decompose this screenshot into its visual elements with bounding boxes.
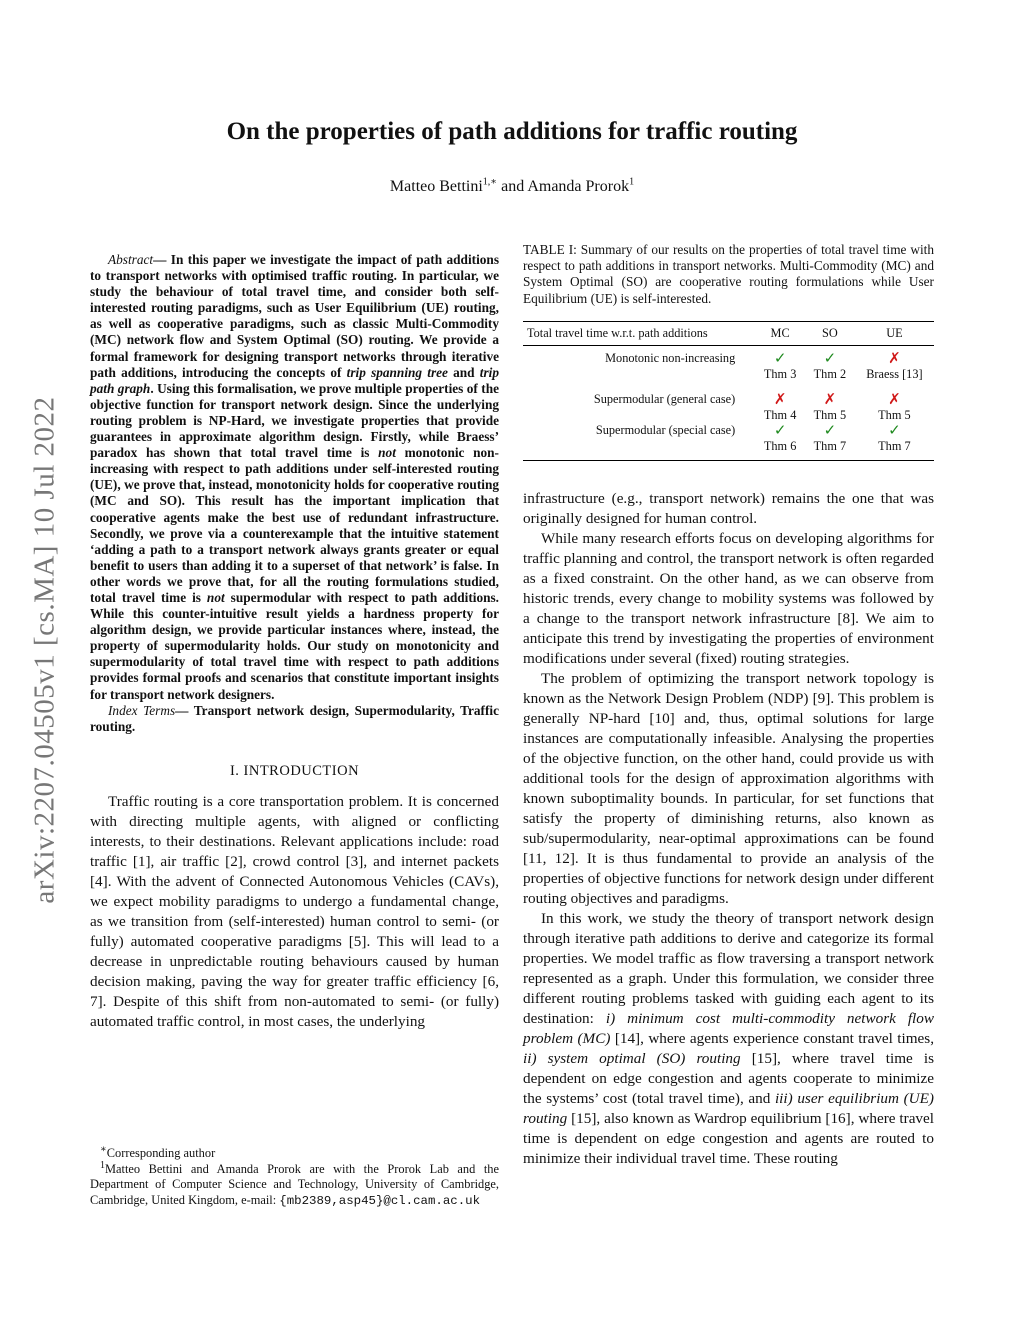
- abstract-text-5: supermodular with respect to path additions. While this counter-intuitive result yields a hardness property for algorithm design, we provide particular instances where, instead, the property of supermodularity holds. Our study on monotonicity and supermodularity of total travel time with respect to path additions provides formal proofs and scenarios that constitute important insights for transport network designers.: [90, 589, 499, 702]
- cell-ref: Thm 5: [813, 407, 847, 422]
- row-label-supermodular-special: Supermodular (special case): [523, 423, 755, 461]
- abstract: [90, 252, 499, 703]
- check-icon: ✓: [773, 350, 787, 367]
- p4-text-d: [15], also known as Wardrop equilibrium [16], where travel time is dependent on edge congestion and agents are routed to minimize their individual travel time. These routing: [523, 1110, 934, 1167]
- table-caption: TABLE I: Summary of our results on the properties of total travel time with respect to path additions in transport networks. Multi-Commodity (MC) and System Optimal (SO) are cooperative routing formulations while User Equilibrium (UE) is self-interested.: [523, 242, 934, 306]
- table-header-row: [523, 321, 934, 345]
- right-paragraph-2: While many research efforts focus on developing algorithms for traffic planning and control, the transport network is often regarded as a fixed constraint. On the other hand, as we can observe from historic trends, every change to mobility systems was followed by a change to the transport network infrastructure [8]. We aim to anticipate this trend by investigating the properties of environment modifications under several (fixed) routing strategies.: [523, 530, 934, 667]
- table-row-supermodular-general: [523, 382, 934, 423]
- author-line: [0, 178, 1024, 196]
- table-header-mc: MC: [755, 321, 805, 345]
- footnote-corr-text: Corresponding author: [106, 1146, 216, 1160]
- p4-text-a: In this work, we study the theory of transport network design through iterative path additions to derive and categorize its formal properties. We model traffic as flow traversing a transport network represented as a graph. Under this formulation, we consider three different routing problems tasked with guiding each agent to its destination:: [523, 910, 934, 1027]
- right-column: [523, 242, 934, 461]
- arxiv-identifier: [28, 350, 62, 950]
- section-heading-introduction: I. INTRODUCTION: [229, 762, 360, 779]
- cell-ref: Thm 6: [763, 438, 797, 453]
- table-row-supermodular-special: [523, 423, 934, 461]
- right-column-body: [523, 489, 934, 1169]
- p4-text-c: [15], where travel time is dependent on edge congestion and agents cooperate to minimize the systems’ cost (total travel time), and: [523, 1050, 934, 1107]
- cell-ref: Thm 3: [763, 366, 797, 381]
- row-label-supermodular-general: Supermodular (general case): [593, 391, 736, 406]
- index-terms-dash: —: [175, 702, 194, 718]
- cell-ref: Thm 5: [878, 407, 911, 422]
- abstract-text-3: . Using this formalisation, we prove multiple properties of the objective function for transport network design. Since the underlying routing problem is NP-Hard, we investigate properties that provide guarantees in approximate algorithm design. Firstly, while Braess’ paradox has shown that total travel time is: [90, 380, 499, 461]
- abstract-dash: —: [153, 252, 171, 267]
- footnotes: [90, 1143, 499, 1209]
- p4-text-b: [14], where agents experience constant travel times,: [610, 1030, 935, 1047]
- cell-general-so: [805, 382, 855, 423]
- p4-em-mc: i) minimum cost multi-commodity network flow problem (MC): [523, 1010, 934, 1047]
- cross-icon: ✗: [773, 391, 787, 408]
- cell-ref: Thm 4: [763, 407, 797, 422]
- abstract-em-trip-path-graph: trip path graph: [90, 364, 499, 396]
- index-terms-text: Transport network design, Supermodularity, Traffic routing.: [90, 702, 500, 734]
- author-conjunction: and: [497, 178, 528, 195]
- author-2: Amanda Prorok: [527, 178, 630, 195]
- table-header-so: SO: [805, 321, 855, 345]
- abstract-text-1: In this paper we investigate the impact of path additions to transport networks with optimised traffic routing. In particular, we study the behaviour of total travel time, and consider both self-interested routing paradigms, such as User Equilibrium (UE) routing, as well as cooperative paradigms, such as classic Multi-Commodity (MC) network flow and System Optimal (SO) routing. We provide a formal framework for designing transport networks through iterative path additions, introducing the concepts of: [90, 252, 499, 380]
- check-icon: ✓: [773, 422, 787, 439]
- abstract-em-not-2: not: [206, 589, 225, 605]
- table-row-monotonic: [523, 345, 934, 382]
- author-1-affil: 1,∗: [482, 176, 498, 188]
- abstract-text-4: monotonic non-increasing with respect to path additions under self-interested routing (UE), we prove that, instead, monotonicity holds for cooperative routing (MC and SO). This result has the important implication that cooperative agents make the best use of redundant infrastructure. Secondly, we prove via a counterexample that the intuitive statement ‘adding a path to a transport network always grants greater or equal benefit to users than adding it to a superset of that network’ is false. In other words we prove that, for all the routing formulations studied, total travel time is: [90, 445, 499, 605]
- right-paragraph-3: The problem of optimizing the transport network topology is known as the Network Design Problem (NDP) [9]. This problem is generally NP-hard [10] and, thus, optimal solutions for large instances are computationally infeasible. Analysing the properties of the objective function, on the other hand, could provide us with additional tools for the design of approximation algorithms with known suboptimality bounds. In particular, for set functions that satisfy the property of diminishing returns, also known as sub/supermodularity, near-optimal approximations can be found [11, 12]. It is thus fundamental to provide an analysis of the properties of objective functions for network design under different routing objectives and paradigms.: [523, 670, 934, 907]
- p4-em-so: ii) system optimal (SO) routing: [523, 1050, 741, 1067]
- cell-ref: Braess [13]: [866, 366, 923, 381]
- table-header-property: Total travel time w.r.t. path additions: [523, 321, 755, 345]
- cell-ref: Thm 7: [878, 438, 911, 453]
- cross-icon: ✗: [823, 391, 837, 408]
- cell-monotonic-so: [805, 345, 855, 382]
- cross-icon: ✗: [888, 350, 901, 367]
- index-terms: [90, 703, 499, 735]
- cell-special-mc: [755, 423, 805, 461]
- cell-special-ue: [855, 423, 934, 461]
- footnote-aff-text: Matteo Bettini and Amanda Prorok are with the Prorok Lab and the Department of Computer Science and Technology, University of Cambridge, Cambridge, United Kingdom, e-mail:: [90, 1161, 499, 1207]
- cell-special-so: [805, 423, 855, 461]
- author-1: Matteo Bettini: [389, 178, 483, 195]
- results-table: [523, 321, 934, 461]
- right-paragraph-1: infrastructure (e.g., transport network) remains the one that was originally designed for human control.: [523, 490, 934, 527]
- row-label-monotonic: Monotonic non-increasing: [605, 350, 736, 365]
- check-icon: ✓: [823, 350, 837, 367]
- p4-em-ue: iii) user equilibrium (UE) routing: [523, 1090, 934, 1127]
- cell-general-ue: [855, 382, 934, 423]
- table-header-ue: UE: [855, 321, 934, 345]
- cross-icon: ✗: [888, 391, 901, 408]
- check-icon: ✓: [823, 422, 837, 439]
- cell-ref: Thm 7: [813, 438, 847, 453]
- footnote-corr-marker: ∗: [100, 1143, 107, 1155]
- footnote-aff-marker: 1: [100, 1159, 105, 1171]
- abstract-em-not-1: not: [378, 445, 396, 461]
- abstract-label: Abstract: [108, 252, 154, 267]
- paper-title: On the properties of path additions for traffic routing: [226, 118, 798, 145]
- check-icon: ✓: [888, 422, 901, 439]
- index-terms-label: Index Terms: [108, 702, 176, 718]
- intro-paragraph-1: Traffic routing is a core transportation problem. It is concerned with directing multiple agents, with aligned or conflicting interests, to their destinations. Relevant applications include: road traffic [1], air traffic [2], crowd control [3], and internet packets [4]. With the advent of Connected Autonomous Vehicles (CAVs), we expect mobility paradigms to undergo a fundamental change, as we transition from (self-interested) human control to semi- (or fully) automated cooperative paradigms [5]. This will lead to a decrease in unpredictable routing behaviours caused by human decision making, paving the way for greater traffic efficiency [6, 7]. Despite of this shift from non-automated to semi- (or fully) automated traffic control, in most cases, the underlying: [90, 792, 499, 1030]
- cell-ref: Thm 2: [813, 366, 847, 381]
- footnote-corresponding: [90, 1143, 499, 1162]
- arxiv-id-text: arXiv:2207.04505v1 [cs.MA] 10 Jul 2022: [28, 396, 61, 904]
- abstract-em-trip-spanning-tree: trip spanning tree: [346, 364, 448, 380]
- author-2-affil: 1: [629, 176, 635, 188]
- cell-monotonic-ue: [855, 345, 934, 382]
- cell-general-mc: [755, 382, 805, 423]
- cell-monotonic-mc: [755, 345, 805, 382]
- footnote-affiliation: [90, 1159, 499, 1210]
- right-paragraph-4: [523, 909, 934, 1169]
- footnote-email: {mb2389,asp45}@cl.cam.ac.uk: [279, 1193, 481, 1208]
- left-column: [90, 252, 499, 1032]
- abstract-text-2: and: [447, 364, 480, 380]
